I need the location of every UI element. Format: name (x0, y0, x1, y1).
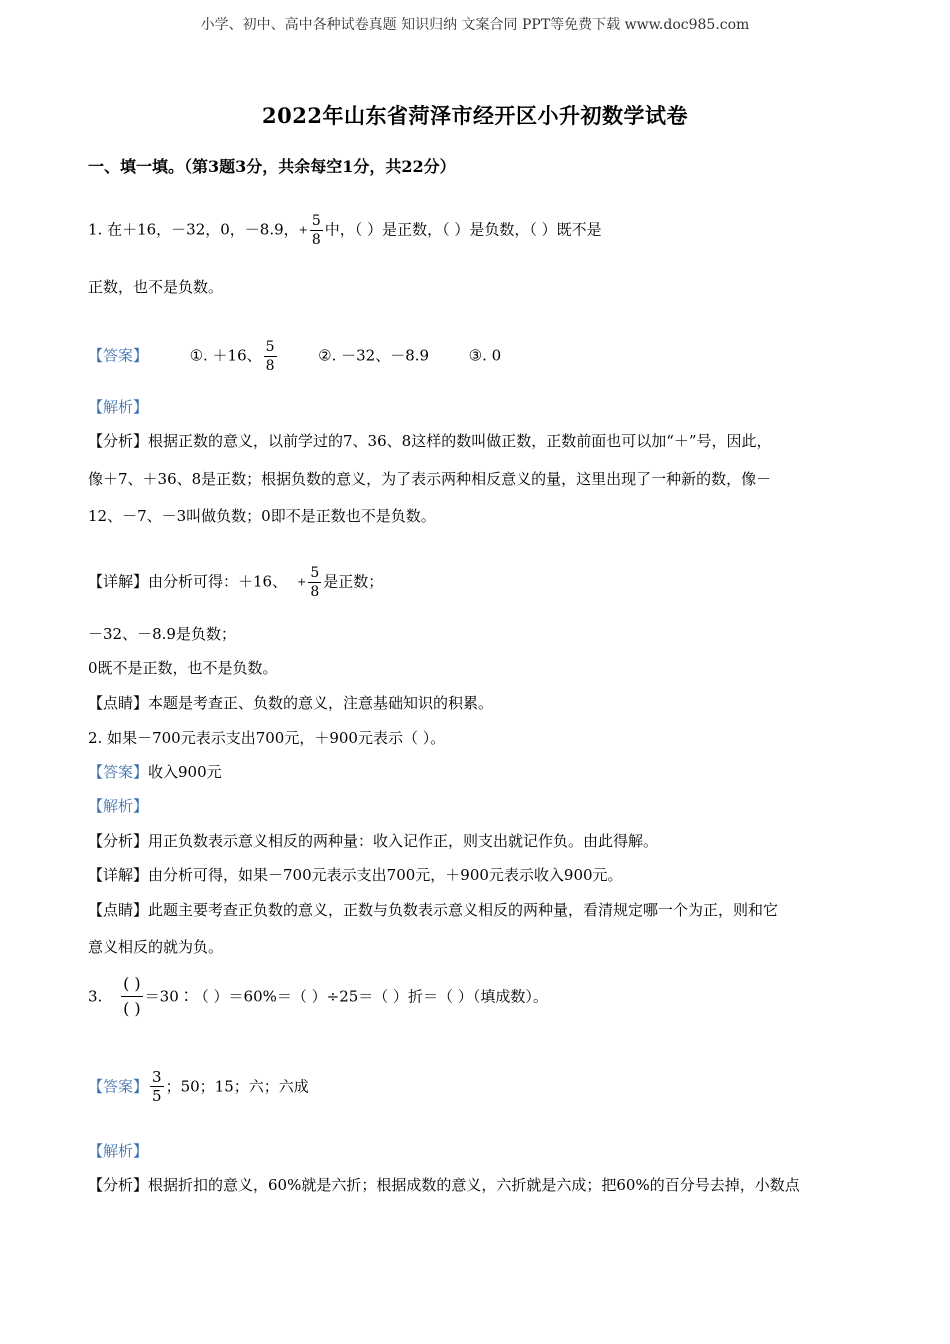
answer-label: 【答案】 (88, 763, 149, 781)
fraction-five-eighths (310, 212, 323, 249)
q1-fenxi-1: 根据正数的意义，以前学过的7、36、8这样的数叫做正数，正数前面也可以加“＋”号，因此， (148, 432, 772, 450)
q1-text-cont: 正数，也不是负数。 (88, 278, 224, 296)
q2-text: 2. 如果－700元表示支出700元，＋900元表示（ ）。 (88, 729, 446, 747)
q2-fenxi-text: 用正负数表示意义相反的两种量：收入记作正，则支出就记作负。由此得解。 (148, 832, 659, 850)
q1-xiangjie (88, 564, 383, 601)
frac-denominator: 8 (265, 358, 275, 374)
q1-fenxi-3: 12、－7、－3叫做负数；0即不是正数也不是负数。 (88, 507, 436, 525)
frac-denominator: 5 (152, 1087, 162, 1105)
q1-text (88, 212, 602, 249)
plus-sign: + (298, 223, 308, 237)
q1-ans3: ③. 0 (468, 346, 502, 365)
q1-dianjing-text: 本题是考查正、负数的意义，注意基础知识的积累。 (148, 694, 494, 712)
frac-numerator: 5 (265, 339, 275, 355)
q3-fenxi-text: 根据折扣的意义，60%就是六折；根据成数的意义，六折就是六成；把60%的百分号去掉，小数点 (148, 1176, 800, 1194)
dianjing-label: 【点睛】 (88, 694, 149, 712)
q3-answer (88, 1068, 309, 1105)
q1-dianjing (88, 693, 493, 713)
q1-xiangjie-b: 是正数； (323, 572, 384, 591)
fraction-five-eighths (264, 338, 277, 375)
fenxi-label: 【分析】 (88, 432, 149, 450)
fenxi-label: 【分析】 (88, 832, 149, 850)
q2-xiangjie-text: 由分析可得，如果－700元表示支出700元，＋900元表示收入900元。 (148, 866, 623, 884)
xiangjie-label: 【详解】 (88, 866, 149, 884)
frac-denominator: 8 (311, 232, 321, 248)
q1-answer (88, 338, 501, 375)
q2-answer (88, 762, 222, 782)
q2-fenxi (88, 831, 658, 851)
q3-answer-rest: ；50；15；六；六成 (165, 1077, 309, 1096)
q2-dianjing (88, 900, 778, 920)
page-header: 小学、初中、高中各种试卷真题 知识归纳 文案合同 PPT等免费下载 www.doc985.com (200, 17, 750, 33)
frac-numerator: 5 (310, 565, 320, 581)
dianjing-label: 【点睛】 (88, 901, 149, 919)
q3-blank-fraction (121, 972, 143, 1021)
jiexi-label: 【解析】 (88, 797, 149, 815)
q2-dianjing-2: 意义相反的就为负。 (88, 938, 224, 956)
q3-equation: ＝30∶（ ）＝60%＝（ ）÷25＝（ ）折＝（ ）（填成数）。 (144, 987, 548, 1006)
q3-number: 3. (88, 987, 103, 1006)
q2-xiangjie (88, 865, 623, 885)
answer-label: 【答案】 (88, 1077, 149, 1096)
frac-denominator: ( ) (123, 999, 141, 1018)
q1-xiangjie-3: 0既不是正数，也不是负数。 (88, 659, 278, 677)
jiexi-label: 【解析】 (88, 398, 149, 416)
page-title: 2022年山东省菏泽市经开区小升初数学试卷 (262, 103, 688, 128)
frac-numerator: 5 (311, 213, 321, 229)
frac-numerator: 3 (152, 1068, 162, 1086)
answer-label: 【答案】 (88, 346, 149, 365)
fraction-five-eighths (308, 564, 321, 601)
q1-xiangjie-2: －32、－8.9是负数； (88, 625, 236, 643)
xiangjie-label: 【详解】 (88, 572, 149, 591)
q2-answer-text: 收入900元 (148, 763, 222, 781)
q3-fenxi (88, 1175, 800, 1195)
q1-part-a: 1. 在＋16，－32，0，－8.9， (88, 220, 299, 239)
fenxi-label: 【分析】 (88, 1176, 149, 1194)
section-heading: 一、填一填。（第3题3分，共余每空1分，共22分） (88, 157, 456, 176)
q1-fenxi (88, 431, 772, 451)
q1-xiangjie-a: 由分析可得：＋16、 (148, 572, 288, 591)
plus-sign: + (297, 575, 307, 589)
jiexi-label: 【解析】 (88, 1142, 149, 1160)
q1-fenxi-2: 像＋7、＋36、8是正数；根据负数的意义，为了表示两种相反意义的量，这里出现了一种新的数，像－ (88, 470, 772, 488)
q1-ans2: ②. －32、－8.9 (318, 346, 430, 365)
q1-part-b: 中，（ ）是正数，（ ）是负数，（ ）既不是 (324, 220, 602, 239)
q2-dianjing-1: 此题主要考查正负数的意义，正数与负数表示意义相反的两种量，看清规定哪一个为正，则和它 (148, 901, 779, 919)
frac-denominator: 8 (310, 584, 320, 600)
frac-numerator: ( ) (121, 972, 143, 997)
fraction-three-fifths (150, 1068, 164, 1105)
q3-text (88, 972, 548, 1021)
q1-ans1: ①. ＋16、 (189, 346, 262, 365)
